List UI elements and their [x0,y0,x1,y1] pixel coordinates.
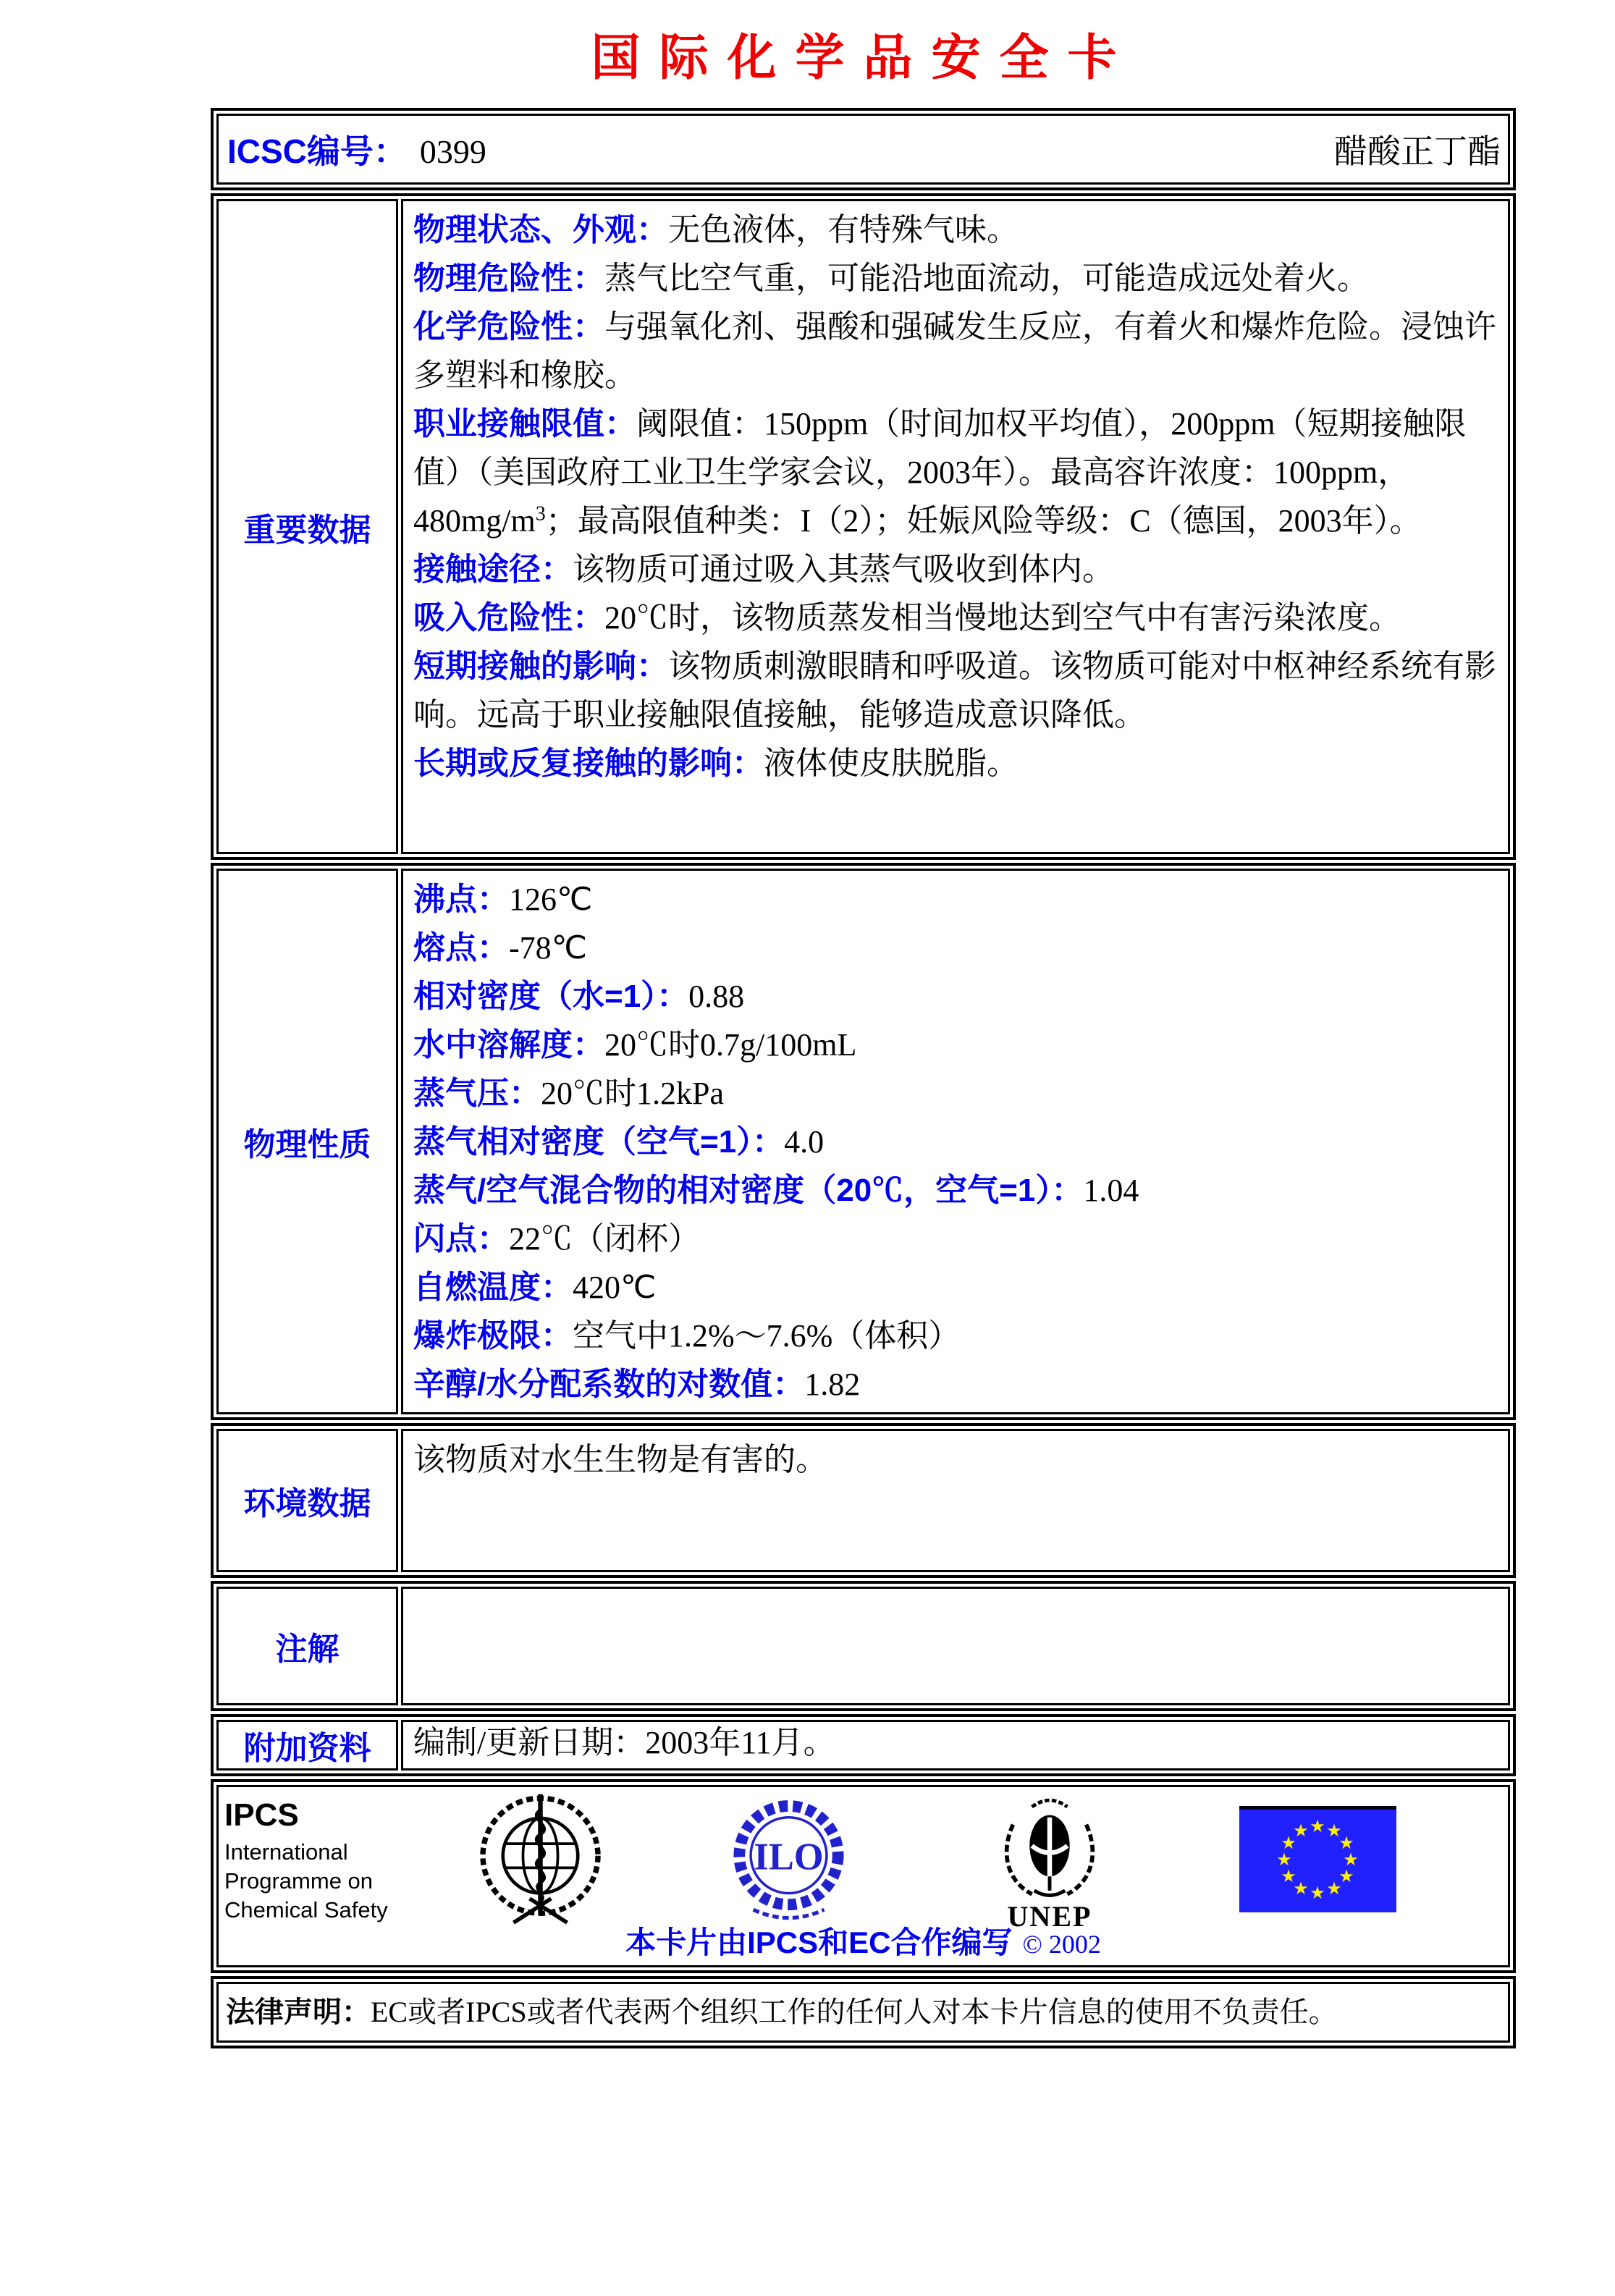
inline-label: 吸入危险性： [413,600,604,636]
svg-text:★: ★ [1310,1816,1325,1836]
inline-label: 水中溶解度： [413,1027,604,1063]
section-environment [211,1423,1516,1578]
inline-label: 沸点： [413,882,509,917]
ipcs-wordmark [224,1797,420,1925]
eu-flag-icon [1239,1806,1396,1912]
legal-table [211,1976,1516,2048]
inline-label: 闪点： [413,1221,509,1257]
inline-text: ；最高限值种类：I（2）；妊娠风险等级：C（德国，2003年）。 [545,503,1422,539]
svg-text:★: ★ [1338,1833,1354,1853]
legal-label: 法律声明： [226,1996,371,2028]
content-line [413,1360,1499,1409]
inline-text: 0.88 [688,979,745,1014]
inline-label: 自燃温度： [413,1270,573,1305]
svg-text:★: ★ [1326,1820,1342,1841]
card [211,19,1516,2051]
section-physical-properties [211,863,1516,1420]
content-line [413,1263,1499,1312]
svg-text:★: ★ [1293,1878,1309,1899]
additional-content [401,1720,1510,1770]
icsc-number-label: ICSC编号： [227,132,407,170]
footer-logos [216,1785,1510,1967]
inline-label: 化学危险性： [413,309,604,345]
who-logo-icon [473,1791,607,1933]
inline-label: 物理状态、外观： [413,212,668,248]
inline-label: 熔点： [413,930,509,966]
icsc-number: 0399 [419,133,486,170]
content-line [413,254,1499,303]
section-label-additional: 附加资料 [216,1720,398,1770]
ipcs-subtitle-line: Chemical Safety [224,1897,388,1923]
inline-text: 该物质刺激眼睛和呼吸道。该物质可能对中枢神经系统有影响。远高于职业接触限值接触，能够造成意识降低。 [413,649,1496,733]
ipcs-subtitle-line: International [224,1839,348,1865]
ipcs-subtitle-line: Programme on [224,1868,374,1894]
inline-text: 22℃（闭杯） [509,1221,700,1257]
unep-logo [992,1791,1108,1933]
svg-text:★: ★ [1276,1849,1292,1870]
inline-text: 420℃ [573,1270,657,1305]
legal-text: EC或者IPCS或者代表两个组织工作的任何人对本卡片信息的使用不负责任。 [371,1996,1338,2028]
inline-text: -78℃ [509,930,588,966]
content-line [413,924,1499,972]
content-line [413,739,1499,788]
unep-text: UNEP [1007,1900,1092,1933]
inline-label: 爆炸极限： [413,1318,573,1354]
content-line [413,1312,1499,1360]
ilo-text: ILO [754,1836,824,1878]
inline-text: 126℃ [509,882,593,917]
inline-text: 液体使皮肤脱脂。 [764,746,1019,781]
footer-logos-table [211,1779,1516,1973]
inline-label: 短期接触的影响： [413,649,668,684]
physical-content [401,869,1510,1414]
section-label-physical: 物理性质 [216,869,398,1414]
content-line [413,400,1499,545]
section-important-data [211,193,1516,860]
copyright-text: © 2002 [1022,1930,1101,1959]
inline-text: 无色液体，有特殊气味。 [668,212,1019,248]
unep-logo-icon [995,1791,1104,1900]
svg-text:★: ★ [1326,1878,1342,1899]
svg-text:★: ★ [1338,1866,1354,1886]
inline-label: 职业接触限值： [413,406,636,442]
content-line [413,875,1499,924]
additional-text: 编制/更新日期：2003年11月。 [413,1725,835,1760]
environment-text: 该物质对水生生物是有害的。 [413,1442,827,1477]
inline-text: 与强氧化剂、强酸和强碱发生反应，有着火和爆炸危险。浸蚀许多塑料和橡胶。 [413,309,1496,393]
chemical-name: 醋酸正丁酯 [1334,133,1501,170]
content-line [413,303,1499,400]
section-label-environment: 环境数据 [216,1429,398,1572]
section-label-notes: 注解 [216,1587,398,1705]
content-line [413,1118,1499,1166]
svg-text:★: ★ [1281,1866,1296,1886]
svg-text:★: ★ [1310,1883,1325,1903]
ipcs-title: IPCS [224,1797,299,1833]
inline-text: 1.82 [804,1367,861,1402]
inline-label: 相对密度（水=1）： [413,979,689,1014]
legal-row [216,1982,1510,2043]
inline-label: 蒸气/空气混合物的相对密度（20℃，空气=1）： [413,1173,1084,1208]
superscript: 3 [535,502,546,526]
inline-label: 长期或反复接触的影响： [413,746,764,781]
header-row [216,114,1510,185]
notes-content [401,1587,1510,1705]
content-line [413,1021,1499,1069]
inline-label: 蒸气相对密度（空气=1）： [413,1124,785,1160]
cooperation-caption: 本卡片由IPCS和EC合作编写 [625,1925,1013,1959]
inline-text: 20℃时，该物质蒸发相当慢地达到空气中有害污染浓度。 [604,600,1401,636]
content-line [413,1215,1499,1263]
important-content [401,199,1510,854]
inline-text: 1.04 [1083,1173,1139,1208]
content-line [413,594,1499,642]
content-line [413,206,1499,254]
inline-text: 20℃时0.7g/100mL [604,1027,857,1063]
section-additional [211,1714,1516,1776]
inline-text: 空气中1.2%～7.6%（体积） [573,1318,961,1354]
svg-text:★: ★ [1343,1849,1359,1870]
ilo-logo-icon [725,1796,852,1926]
section-notes [211,1581,1516,1711]
footer-caption [219,1919,1508,1962]
header-table [211,108,1516,190]
inline-text: 20℃时1.2kPa [541,1076,724,1111]
content-line [413,545,1499,594]
inline-text: 阈限值：150ppm（时间加权平均值），200ppm（短期接触限值）（美国政府工业卫生学家会议，2003年）。最高容许浓度：100ppm，480mg/m [413,406,1467,539]
environment-content [401,1429,1510,1572]
svg-text:★: ★ [1293,1820,1309,1841]
svg-text:★: ★ [1281,1833,1296,1853]
inline-text: 该物质可通过吸入其蒸气吸收到体内。 [573,552,1114,587]
inline-text: 蒸气比空气重，可能沿地面流动，可能造成远处着火。 [604,261,1369,296]
content-line [413,1166,1499,1215]
content-line [413,1069,1499,1118]
inline-label: 物理危险性： [413,261,604,296]
content-line [413,642,1499,739]
section-label-important: 重要数据 [216,199,398,854]
content-line [413,972,1499,1021]
inline-label: 接触途径： [413,552,573,587]
inline-label: 辛醇/水分配系数的对数值： [413,1367,805,1402]
inline-text: 4.0 [784,1124,825,1160]
page-title: 国际化学品安全卡 [591,30,1136,85]
inline-label: 蒸气压： [413,1076,541,1111]
